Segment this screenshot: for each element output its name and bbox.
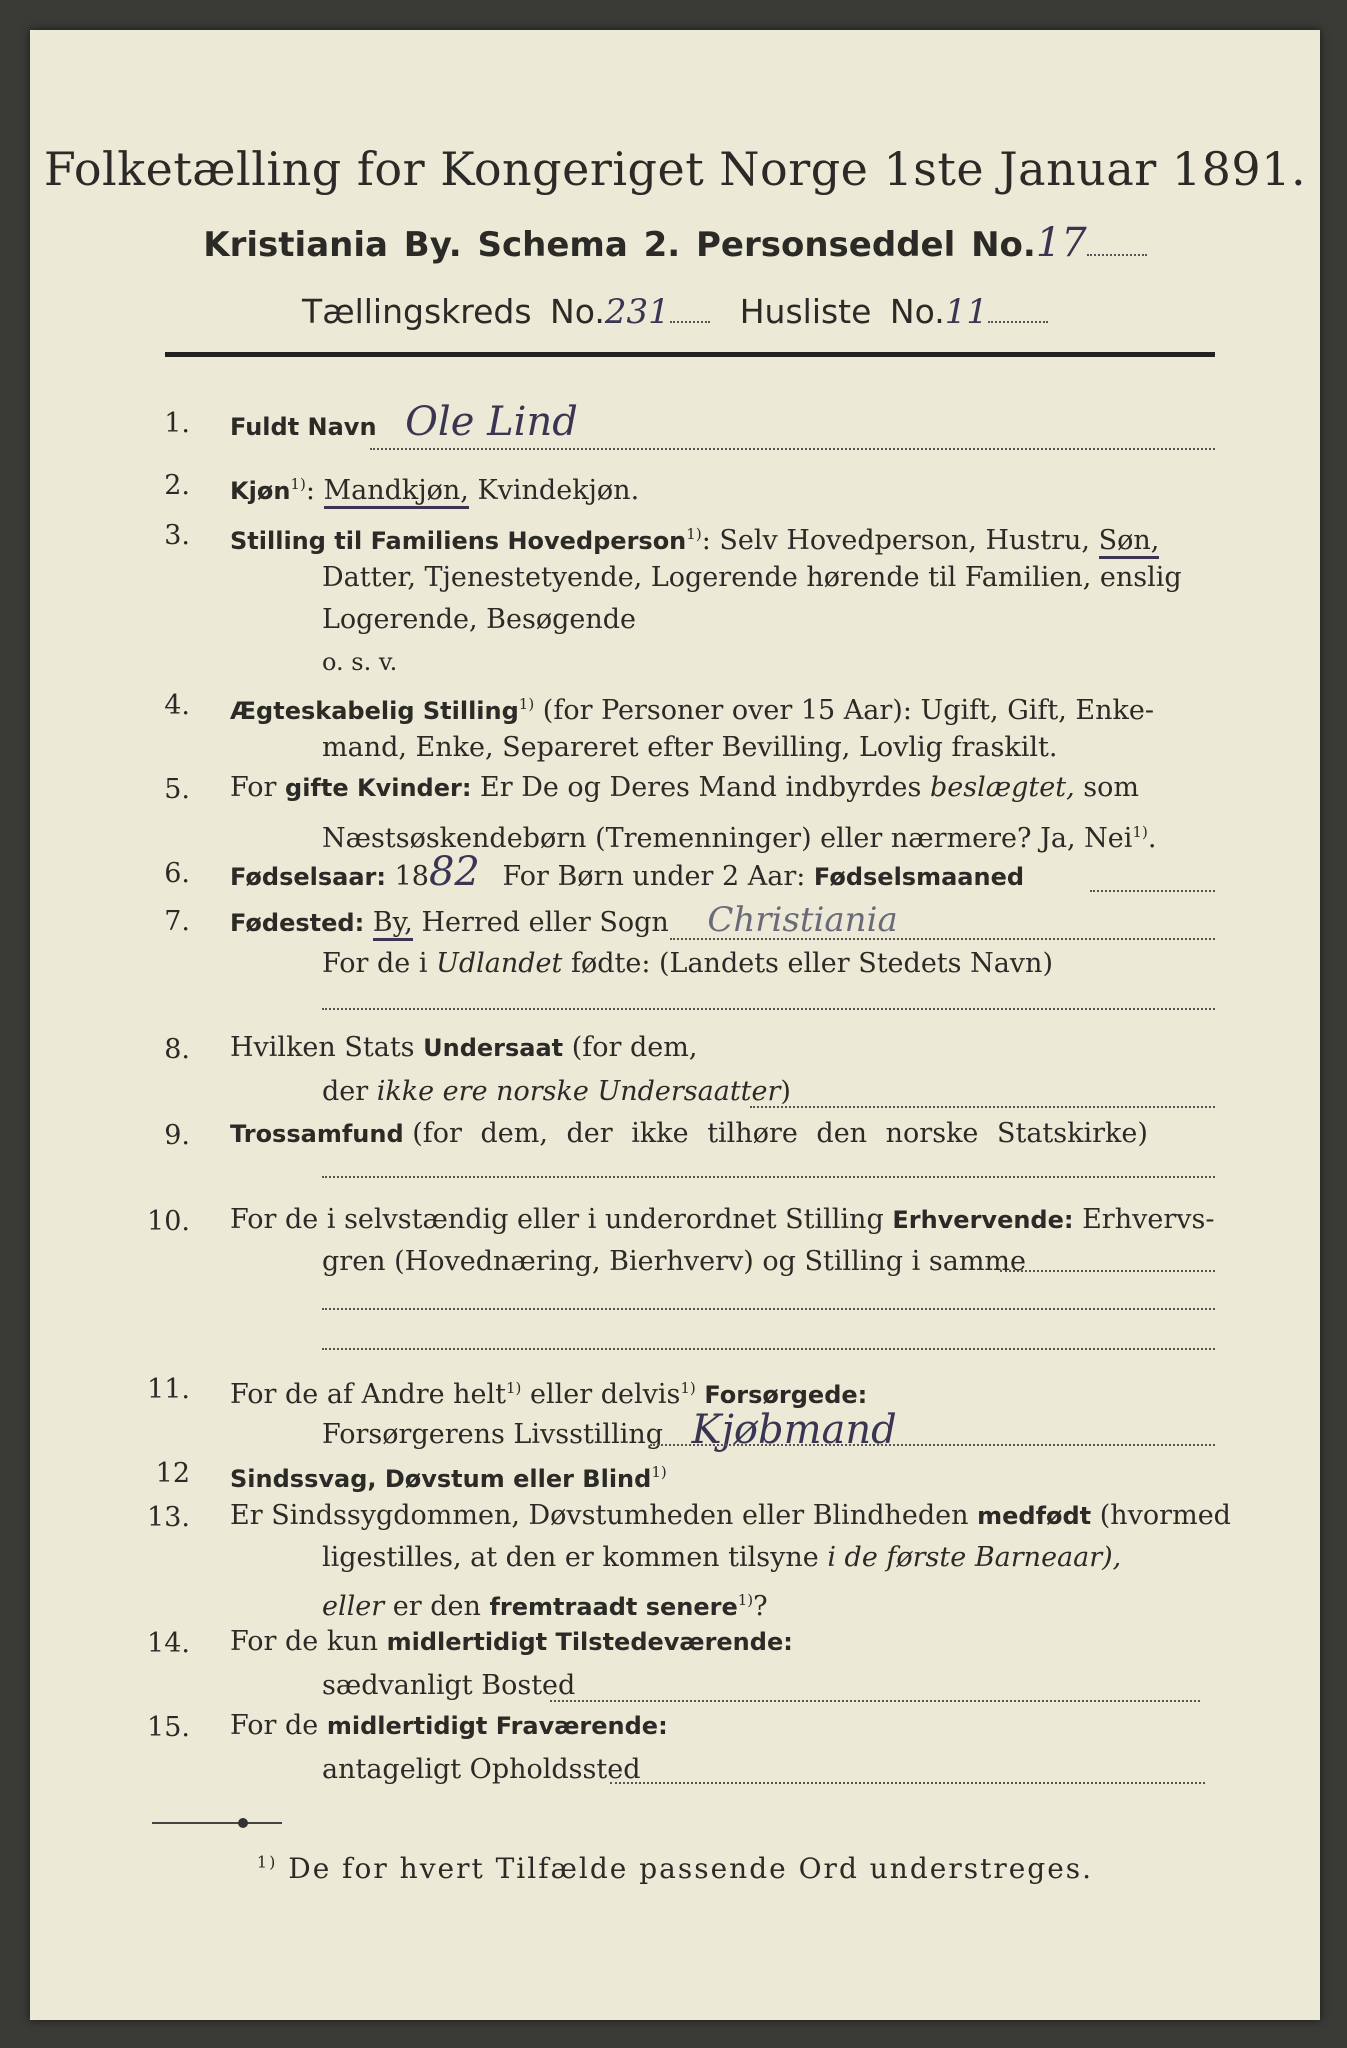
item-5-label: gifte Kvinder: bbox=[285, 774, 472, 802]
item-4-footnote-mark: 1) bbox=[518, 695, 535, 713]
item-5-number: 5. bbox=[164, 774, 190, 805]
header-rule bbox=[165, 352, 1215, 357]
taellingskreds-number: 231 bbox=[604, 292, 670, 332]
item-8-text-2b: ) bbox=[780, 1076, 791, 1107]
item-8-line-2 bbox=[322, 1072, 791, 1112]
item-5-text-1: Er De og Deres Mand indbyrdes bbox=[480, 772, 922, 803]
item-6-text: For Børn under 2 Aar: bbox=[502, 861, 806, 892]
item-13-text-3a: eller bbox=[322, 1591, 385, 1622]
item-8-text-1a: Hvilken Stats bbox=[230, 1032, 415, 1063]
item-12-label: Sindssvag, Døvstum eller Blind bbox=[230, 1465, 652, 1493]
item-5-text-2: Næstsøskendebørn (Tremenninger) eller nærmere? Ja, Nei bbox=[322, 823, 1133, 854]
taellingskreds-label: Tællingskreds No. bbox=[302, 292, 605, 331]
item-7-label: Fødested: bbox=[230, 909, 365, 937]
item-15-text-1: For de bbox=[230, 1710, 319, 1741]
item-7-birthplace bbox=[230, 900, 898, 943]
item-10-occupation bbox=[230, 1200, 1214, 1240]
item-13-congenital bbox=[230, 1496, 1231, 1536]
item-6-century: 18 bbox=[394, 861, 429, 892]
item-7-option-city-selected: By, bbox=[373, 907, 413, 941]
item-5-pre: For bbox=[230, 772, 277, 803]
item-8-number: 8. bbox=[164, 1034, 190, 1065]
item-9-label: Trossamfund bbox=[230, 1120, 404, 1148]
item-13-number: 13. bbox=[147, 1502, 190, 1533]
item-13-line-3 bbox=[322, 1580, 768, 1627]
item-11-dotted-line bbox=[650, 1444, 1215, 1446]
item-6-dotted-line bbox=[1090, 890, 1215, 892]
item-8-citizenship bbox=[230, 1028, 697, 1068]
item-12-number: 12 bbox=[155, 1458, 190, 1489]
item-15-number: 15. bbox=[147, 1712, 190, 1743]
item-8-dotted-line bbox=[750, 1106, 1215, 1108]
item-7-text-1: Herred eller Sogn bbox=[421, 907, 669, 938]
item-3-options-4: o. s. v. bbox=[322, 648, 398, 676]
item-6-label: Fødselsaar: bbox=[230, 863, 386, 891]
item-15-temporary-absent bbox=[230, 1706, 668, 1746]
item-13-text-2a: ligestilles, at den er kommen tilsyne bbox=[322, 1542, 819, 1573]
item-3-footnote-mark: 1) bbox=[686, 525, 702, 543]
item-11-text-1: For de af Andre helt bbox=[230, 1379, 507, 1410]
item-6-birth-year bbox=[230, 849, 1025, 897]
item-14-label: midlertidigt Tilstedeværende: bbox=[386, 1628, 793, 1656]
personseddel-label: Kristiania By. Schema 2. Personseddel No. bbox=[203, 225, 1036, 265]
footnote-text: De for hvert Tilfælde passende Ord understreges. bbox=[288, 1852, 1094, 1885]
item-11-footnote-mark-2: 1) bbox=[680, 1379, 696, 1397]
item-10-dotted-line-1 bbox=[1000, 1270, 1215, 1272]
footnote bbox=[30, 1852, 1320, 1885]
item-8-text-1b: (for dem, bbox=[571, 1032, 698, 1063]
item-4-label: Ægteskabelig Stilling bbox=[230, 697, 519, 725]
item-6-year-value: 82 bbox=[428, 849, 480, 895]
item-7-number: 7. bbox=[164, 906, 190, 937]
item-10-number: 10. bbox=[147, 1206, 190, 1237]
item-14-text-2: sædvanligt Bosted bbox=[322, 1670, 576, 1701]
census-form-sheet bbox=[30, 30, 1320, 2020]
form-counting-line bbox=[30, 292, 1320, 332]
item-14-number: 14. bbox=[147, 1628, 190, 1659]
item-3-options-2: Datter, Tjenestetyende, Logerende hørende til Familien, enslig bbox=[322, 562, 1182, 593]
item-2-footnote-mark: 1) bbox=[290, 475, 306, 493]
item-10-text-2: gren (Hovednæring, Bierhverv) og Stilling i samme bbox=[322, 1246, 1027, 1277]
item-14-text-1: For de kun bbox=[230, 1626, 378, 1657]
item-6-number: 6. bbox=[164, 858, 190, 889]
item-7-italic: Udlandet bbox=[436, 948, 563, 979]
footnote-mark: 1) bbox=[256, 1852, 278, 1872]
item-4-number: 4. bbox=[164, 690, 190, 721]
item-7-text-2b: fødte: (Landets eller Stedets Navn) bbox=[570, 948, 1053, 979]
item-10-dotted-line-3 bbox=[322, 1348, 1215, 1350]
item-13-label-2: fremtraadt senere bbox=[489, 1593, 738, 1621]
item-7-dotted-line-2 bbox=[322, 1008, 1215, 1010]
item-13-text-3b: er den bbox=[392, 1591, 481, 1622]
item-10-dotted-line-2 bbox=[322, 1308, 1215, 1310]
item-7-dotted-line bbox=[670, 938, 1215, 940]
item-11-provider-value: Kjøbmand bbox=[691, 1407, 897, 1453]
item-11-text-2: Forsørgerens Livsstilling bbox=[322, 1419, 664, 1450]
item-3-number: 3. bbox=[164, 520, 190, 551]
item-10-label: Erhvervende: bbox=[892, 1206, 1074, 1234]
footnote-separator-dot bbox=[238, 1818, 248, 1828]
item-4-text-2: mand, Enke, Separeret efter Bevilling, Lovlig fraskilt. bbox=[322, 732, 1058, 763]
item-5-married-women bbox=[230, 768, 1139, 808]
item-11-number: 11. bbox=[147, 1374, 190, 1405]
personseddel-number: 17 bbox=[1035, 220, 1087, 266]
husliste-label: Husliste No. bbox=[739, 292, 945, 331]
item-4-text-1: (for Personer over 15 Aar): Ugift, Gift, Enke- bbox=[542, 695, 1154, 726]
item-1-dotted-line bbox=[370, 448, 1215, 450]
item-11-footnote-mark-1: 1) bbox=[506, 1379, 522, 1397]
item-2-option-male-selected: Mandkjøn, bbox=[324, 475, 469, 509]
item-13-text-1: Er Sindssygdommen, Døvstumheden eller Blindheden bbox=[230, 1500, 969, 1531]
item-5-footnote-mark: 1) bbox=[1132, 823, 1148, 841]
item-3-family-position: Stilling til Familiens Hovedperson$^{1)}$: Selv Hovedperson, Hustru, Søn, bbox=[230, 514, 1159, 561]
item-3-options-3: Logerende, Besøgende bbox=[322, 604, 636, 635]
item-12-footnote-mark: 1) bbox=[651, 1463, 667, 1481]
item-3-label: Stilling til Familiens Hovedperson bbox=[230, 527, 687, 555]
item-1-name-value: Ole Lind bbox=[405, 399, 578, 445]
item-10-text-1: For de i selvstændig eller i underordnet Stilling bbox=[230, 1204, 884, 1235]
item-8-label: Undersaat bbox=[423, 1034, 564, 1062]
item-5-text-1b: som bbox=[1083, 772, 1139, 803]
item-5-line-2: Næstsøskendebørn (Tremenninger) eller nærmere? Ja, Nei$^{1)}$. bbox=[322, 823, 1157, 854]
item-7-text-2a: For de i bbox=[322, 948, 428, 979]
item-13-text-3c: ? bbox=[753, 1591, 768, 1622]
item-1-number: 1. bbox=[164, 408, 190, 439]
item-1-full-name bbox=[230, 399, 578, 447]
item-15-dotted-line bbox=[610, 1782, 1205, 1784]
item-13-label: medfødt bbox=[977, 1502, 1092, 1530]
item-13-footnote-mark: 1) bbox=[737, 1591, 754, 1609]
form-title: Folketælling for Kongeriget Norge 1ste Januar 1891. bbox=[43, 142, 1307, 196]
item-8-italic: ikke ere norske Undersaatter bbox=[376, 1076, 781, 1107]
item-13-italic: i de første Barneaar), bbox=[827, 1542, 1122, 1573]
item-9-text: (for dem, der ikke tilhøre den norske Statskirke) bbox=[412, 1118, 1148, 1149]
item-12-disability bbox=[230, 1452, 667, 1499]
item-15-label: midlertidigt Fraværende: bbox=[326, 1712, 668, 1740]
item-2-label: Kjøn bbox=[230, 477, 291, 505]
footnote-separator bbox=[152, 1822, 282, 1824]
item-14-dotted-line bbox=[550, 1700, 1200, 1702]
husliste-number: 11 bbox=[944, 292, 988, 332]
item-7-birthplace-value: Christiania bbox=[707, 900, 898, 940]
form-subtitle bbox=[30, 220, 1320, 266]
item-13-line-2 bbox=[322, 1538, 1121, 1578]
item-14-temporary-present bbox=[230, 1622, 793, 1662]
item-3-option-son-selected: Søn, bbox=[1099, 525, 1160, 559]
item-7-line-2 bbox=[322, 944, 1053, 984]
item-1-label: Fuldt Navn bbox=[230, 413, 377, 441]
item-3-options-1: Selv Hovedperson, Hustru, bbox=[719, 525, 1090, 556]
item-9-number: 9. bbox=[164, 1120, 190, 1151]
item-11-text-1b: eller delvis bbox=[530, 1379, 681, 1410]
item-5-italic: beslægtet, bbox=[929, 772, 1075, 803]
item-8-text-2a: der bbox=[322, 1076, 369, 1107]
item-11-line-2 bbox=[322, 1407, 897, 1455]
item-2-option-female: Kvindekjøn. bbox=[477, 475, 640, 506]
item-9-religion bbox=[230, 1114, 1148, 1154]
item-15-text-2: antageligt Opholdssted bbox=[322, 1754, 641, 1785]
item-2-sex: Kjøn$^{1)}$: Mandkjøn, Kvindekjøn. bbox=[230, 464, 639, 511]
item-13-text-1b: (hvormed bbox=[1099, 1500, 1231, 1531]
item-6-label-2: Fødselsmaaned bbox=[813, 863, 1025, 891]
item-9-dotted-line bbox=[322, 1176, 1215, 1178]
item-10-text-1b: Erhvervs- bbox=[1082, 1204, 1215, 1235]
item-4-marital-status bbox=[230, 684, 1154, 731]
item-11-label: Forsørgede: bbox=[704, 1381, 868, 1409]
item-2-number: 2. bbox=[164, 470, 190, 501]
